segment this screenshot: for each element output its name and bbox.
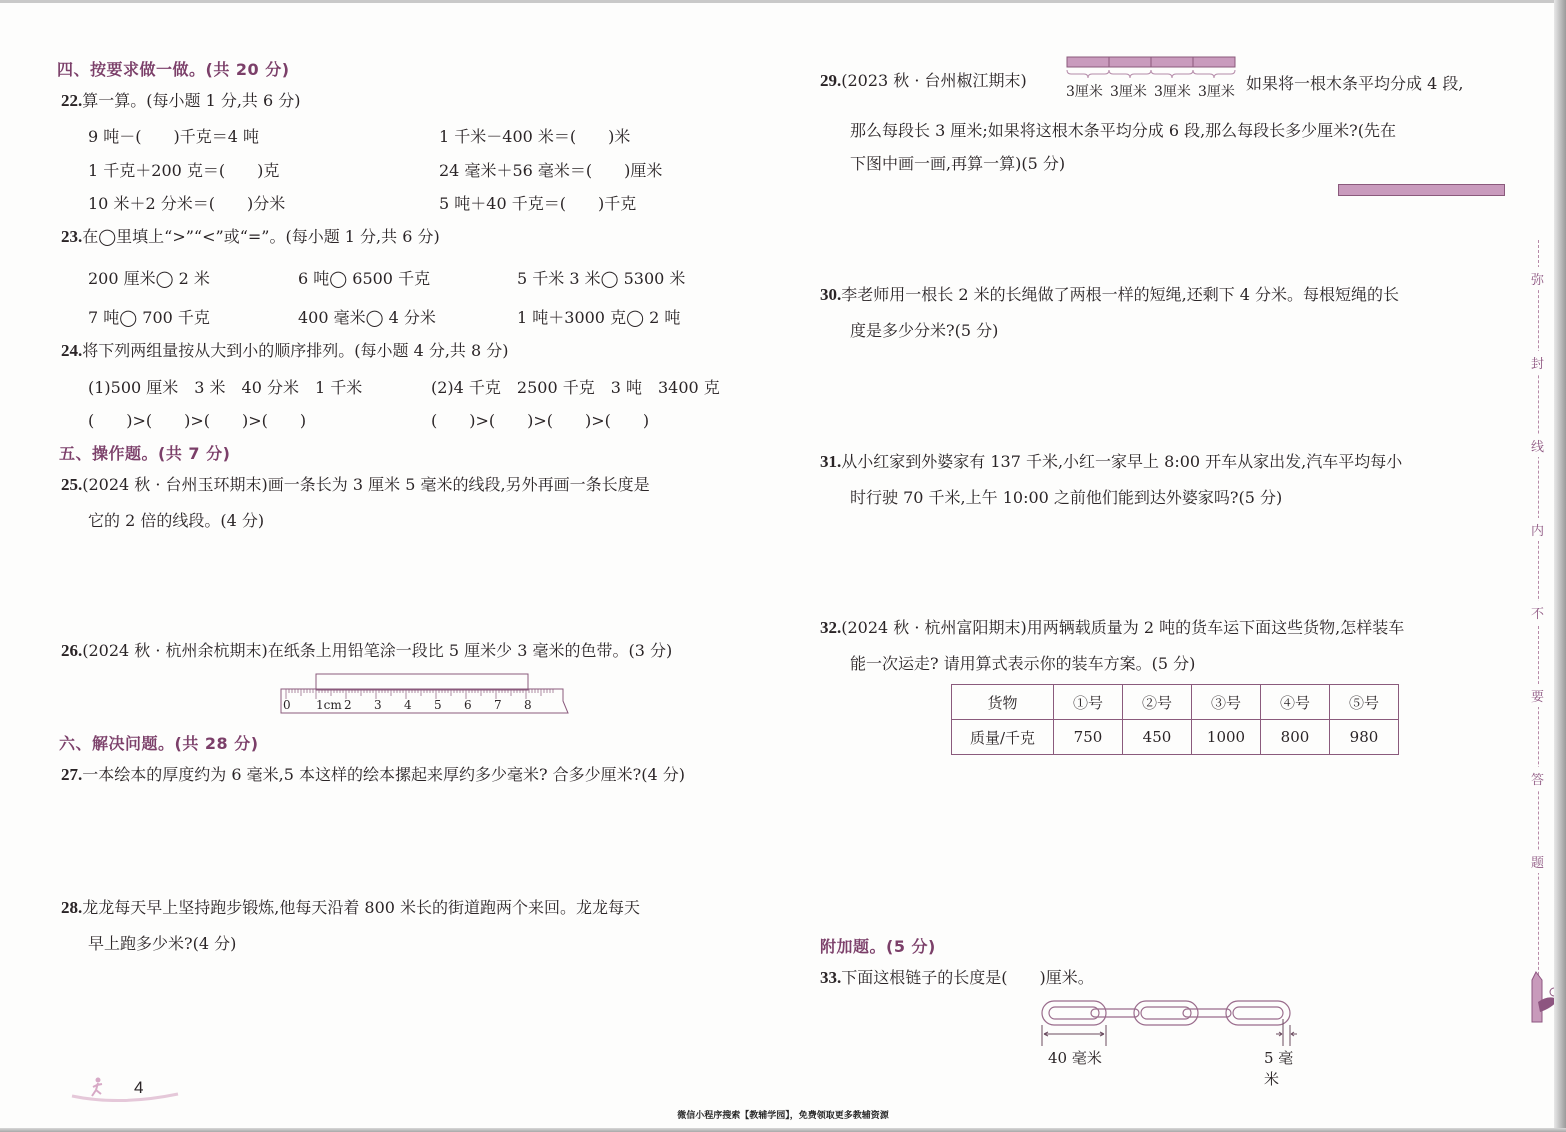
question-number: 25. — [61, 475, 83, 494]
question-33 — [820, 968, 1094, 988]
question-text: 下面这根链子的长度是( )厘米。 — [841, 968, 1094, 987]
ruler-label-6: 6 — [464, 698, 472, 712]
segment-label-2: 3厘米 — [1110, 84, 1147, 100]
question-text: (2024 秋 · 杭州富阳期末)用两辆载质量为 2 吨的货车运下面这些货物,怎样装车 — [841, 618, 1405, 637]
question-31 — [820, 452, 1402, 472]
seal-line-char: 弥 — [1531, 267, 1544, 290]
ruler-label-0: 0 — [283, 698, 291, 712]
question-32 — [820, 618, 1404, 638]
table-row — [952, 720, 1399, 755]
ruler-label-4: 4 — [404, 698, 412, 712]
ruler-label-1cm: 1cm — [316, 698, 342, 712]
question-22-stem — [61, 91, 301, 111]
page-right-edge — [1554, 0, 1566, 1132]
question-number: 22. — [61, 91, 83, 110]
q23-item-2: 6 吨◯ 6500 千克 — [298, 269, 431, 288]
cargo-weight-table — [951, 684, 1399, 755]
q22-item-2: 1 千米－400 米＝( )米 — [439, 127, 631, 146]
page-bottom-edge — [0, 1128, 1566, 1132]
question-number: 26. — [61, 641, 83, 660]
question-number: 31. — [820, 452, 842, 471]
section-5-title: 五、操作题。(共 7 分) — [59, 444, 231, 463]
q23-item-5: 400 毫米◯ 4 分米 — [298, 308, 436, 327]
question-text: 龙龙每天早上坚持跑步锻炼,他每天沿着 800 米长的街道跑两个来回。龙龙每天 — [82, 898, 641, 917]
table-cell: 450 — [1123, 720, 1192, 755]
q24-group-2: (2)4 千克 2500 千克 3 吨 3400 克 — [431, 378, 720, 397]
question-number: 29. — [820, 71, 842, 90]
question-23-stem — [61, 227, 440, 247]
seal-line-char: 不 — [1531, 601, 1544, 624]
q22-item-1: 9 吨－( )千克＝4 吨 — [88, 127, 260, 146]
question-number: 23. — [61, 227, 83, 246]
question-29-line-2: 那么每段长 3 厘米;如果将这根木条平均分成 6 段,那么每段长多少厘米?(先在 — [850, 121, 1397, 140]
q22-item-5: 10 米＋2 分米＝( )分米 — [88, 194, 286, 213]
seal-line-char: 封 — [1531, 351, 1544, 374]
chain-label-40mm: 40 毫米 — [1048, 1049, 1102, 1067]
ruler-label-7: 7 — [494, 698, 502, 712]
question-32-line-2: 能一次运走? 请用算式表示你的装车方案。(5 分) — [850, 654, 1196, 673]
ruler-label-8: 8 — [524, 698, 532, 712]
q23-item-6: 1 吨＋3000 克◯ 2 吨 — [517, 308, 681, 327]
seal-line-char: 要 — [1531, 684, 1544, 707]
question-31-line-2: 时行驶 70 千米,上午 10:00 之前他们能到达外婆家吗?(5 分) — [850, 488, 1283, 507]
q24-blank-1: ( )>( )>( )>( ) — [88, 411, 307, 430]
question-25 — [61, 475, 650, 495]
seal-line-char: 内 — [1531, 518, 1544, 541]
page-number: 4 — [134, 1078, 144, 1097]
table-header-cell: ④号 — [1261, 685, 1330, 720]
question-29-line-3: 下图中画一画,再算一算)(5 分) — [850, 154, 1066, 173]
question-number: 24. — [61, 341, 83, 360]
chain-label-5mm: 5 毫米 — [1264, 1049, 1294, 1088]
q22-item-4: 24 毫米＋56 毫米＝( )厘米 — [439, 161, 663, 180]
seal-line-char: 题 — [1531, 850, 1544, 873]
q23-item-4: 7 吨◯ 700 千克 — [88, 308, 210, 327]
question-29-start — [820, 71, 1027, 91]
ruler-label-2: 2 — [344, 698, 352, 712]
question-29-line-1-tail: 如果将一根木条平均分成 4 段, — [1246, 74, 1464, 93]
question-source: (2023 秋 · 台州椒江期末) — [841, 71, 1027, 90]
footer-note: 微信小程序搜索【教辅学园】，免费领取更多教辅资源 — [677, 1111, 889, 1121]
q29-drawing-bar[interactable] — [1338, 184, 1505, 196]
question-number: 30. — [820, 285, 842, 304]
question-text: 算一算。(每小题 1 分,共 6 分) — [82, 91, 301, 110]
question-number: 33. — [820, 968, 842, 987]
table-cell: 质量/千克 — [952, 720, 1054, 755]
table-cell: 750 — [1054, 720, 1123, 755]
table-cell: 1000 — [1192, 720, 1261, 755]
q22-item-6: 5 吨＋40 千克＝( )千克 — [439, 194, 637, 213]
question-24-stem — [61, 341, 509, 361]
q23-item-3: 5 千米 3 米◯ 5300 米 — [517, 269, 686, 288]
chain-figure — [1036, 998, 1306, 1088]
table-header-cell: ②号 — [1123, 685, 1192, 720]
question-28 — [61, 898, 640, 918]
seal-line-char: 答 — [1531, 767, 1544, 790]
ruler-label-5: 5 — [434, 698, 442, 712]
runner-swoosh-icon — [70, 1072, 180, 1102]
segment-label-1: 3厘米 — [1066, 84, 1103, 100]
question-text: (2024 秋 · 台州玉环期末)画一条长为 3 厘米 5 毫米的线段,另外再画一条长度是 — [82, 475, 650, 494]
table-header-cell: ①号 — [1054, 685, 1123, 720]
table-cell: 980 — [1330, 720, 1399, 755]
ruler-figure — [280, 673, 570, 717]
question-text: 将下列两组量按从大到小的顺序排列。(每小题 4 分,共 8 分) — [82, 341, 509, 360]
segmented-bar-icon — [1066, 56, 1238, 82]
q24-group-1: (1)500 厘米 3 米 40 分米 1 千米 — [88, 378, 363, 397]
q24-blank-2: ( )>( )>( )>( ) — [431, 411, 650, 430]
question-number: 32. — [820, 618, 842, 637]
question-text: (2024 秋 · 杭州余杭期末)在纸条上用铅笔涂一段比 5 厘米少 3 毫米的色带。(3 分) — [82, 641, 673, 660]
segment-label-4: 3厘米 — [1198, 84, 1235, 100]
chain-links-icon — [1036, 998, 1306, 1048]
segment-label-3: 3厘米 — [1154, 84, 1191, 100]
question-28-line-2: 早上跑多少米?(4 分) — [88, 934, 237, 953]
q23-item-1: 200 厘米◯ 2 米 — [88, 269, 210, 288]
table-header-cell: ③号 — [1192, 685, 1261, 720]
section-4-title: 四、按要求做一做。(共 20 分) — [57, 60, 290, 79]
question-number: 27. — [61, 765, 83, 784]
question-26 — [61, 641, 672, 661]
table-cell: 800 — [1261, 720, 1330, 755]
seal-line-char: 线 — [1531, 434, 1544, 457]
question-number: 28. — [61, 898, 83, 917]
question-25-line-2: 它的 2 倍的线段。(4 分) — [88, 511, 265, 530]
table-header-row — [952, 685, 1399, 720]
page-top-edge — [0, 0, 1566, 3]
bonus-section-title: 附加题。(5 分) — [820, 937, 936, 956]
question-27 — [61, 765, 685, 785]
table-header-cell: 货物 — [952, 685, 1054, 720]
table-header-cell: ⑤号 — [1330, 685, 1399, 720]
page-number-badge — [70, 1072, 180, 1102]
ruler-label-3: 3 — [374, 698, 382, 712]
question-30-line-2: 度是多少分米?(5 分) — [850, 321, 999, 340]
question-30 — [820, 285, 1399, 305]
question-text: 一本绘本的厚度约为 6 毫米,5 本这样的绘本摞起来厚约多少毫米? 合多少厘米?(4 分) — [82, 765, 685, 784]
question-text: 在◯里填上“>”“<”或“=”。(每小题 1 分,共 6 分) — [82, 227, 440, 246]
question-text: 李老师用一根长 2 米的长绳做了两根一样的短绳,还剩下 4 分米。每根短绳的长 — [841, 285, 1400, 304]
question-text: 从小红家到外婆家有 137 千米,小红一家早上 8:00 开车从家出发,汽车平均每小 — [841, 452, 1403, 471]
q22-item-3: 1 千克＋200 克＝( )克 — [88, 161, 280, 180]
q29-bar-diagram — [1066, 56, 1238, 104]
section-6-title: 六、解决问题。(共 28 分) — [59, 734, 259, 753]
